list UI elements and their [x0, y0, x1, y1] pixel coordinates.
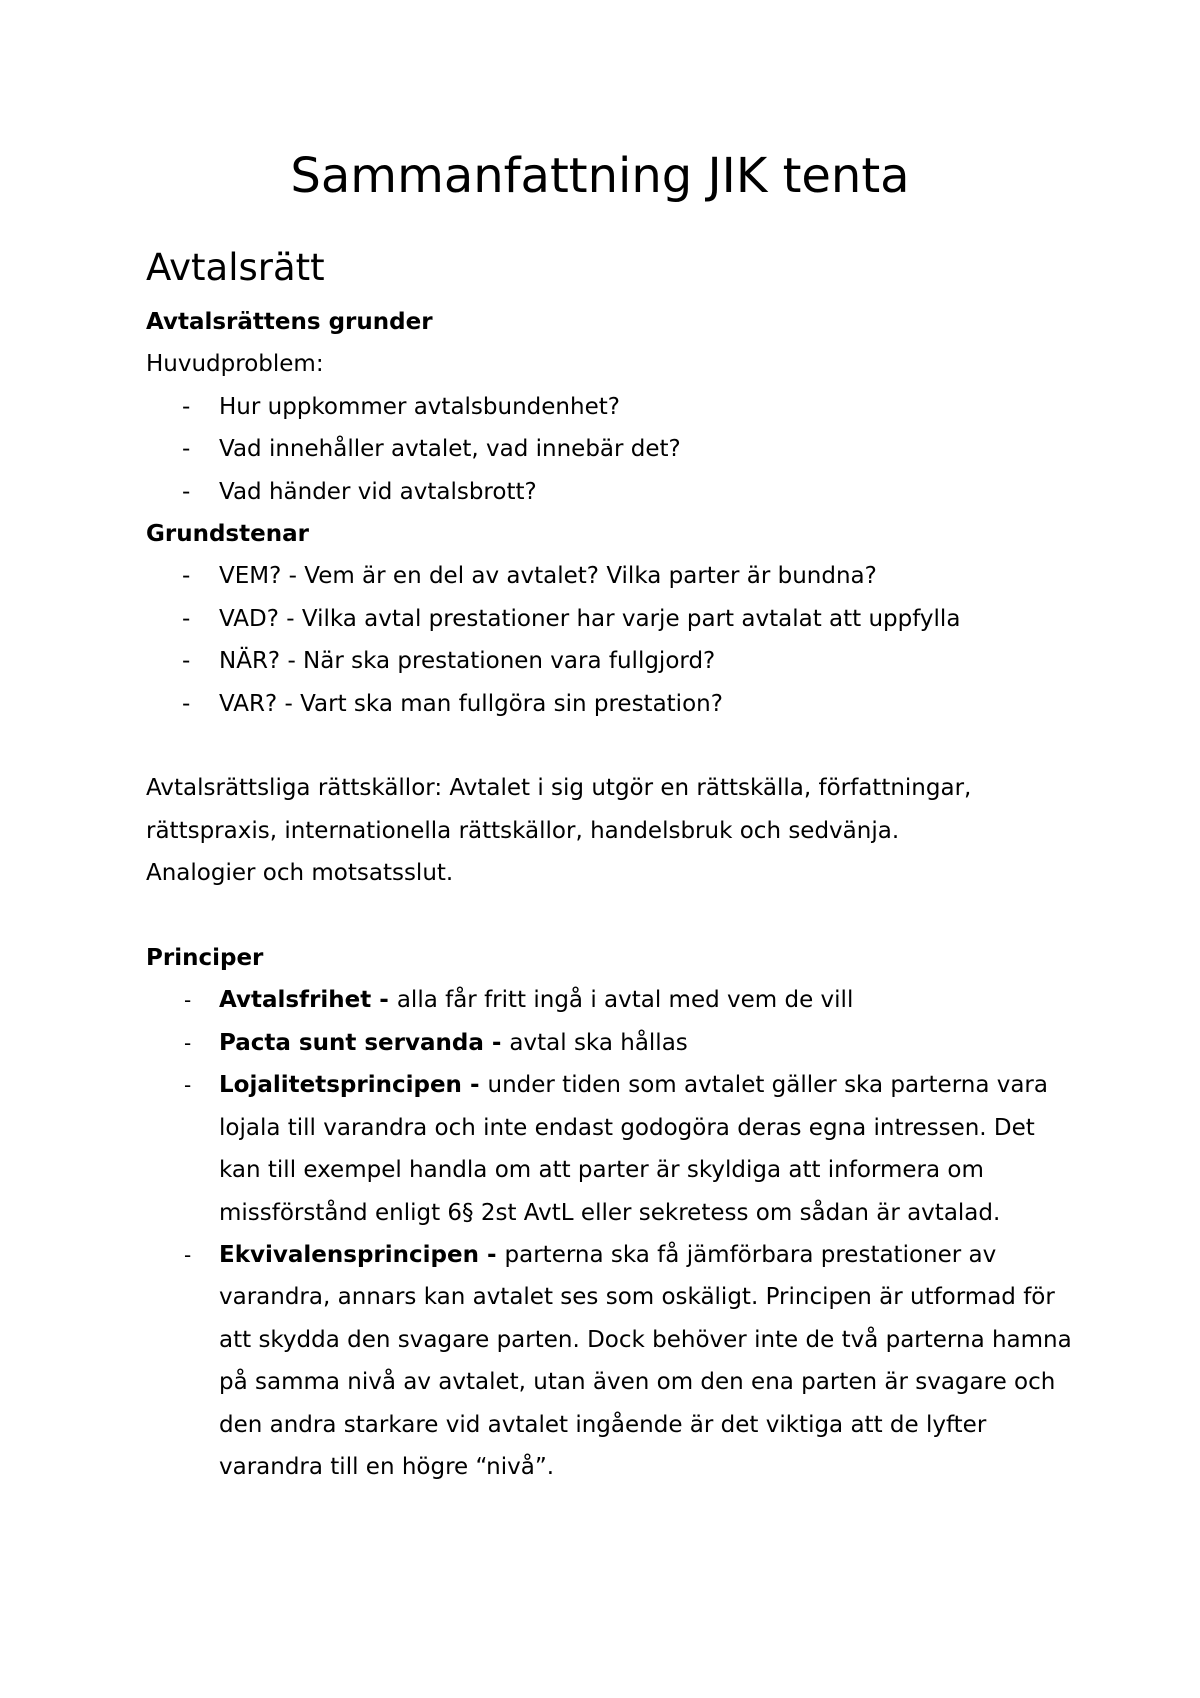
list-item: [146, 640, 1076, 682]
principle-term: Pacta sunt servanda: [219, 1029, 484, 1056]
principle-separator: -: [371, 987, 397, 1014]
list-item: [146, 471, 1076, 513]
dash-bullet: -: [184, 1242, 192, 1267]
principle-term: Ekvivalensprincipen: [219, 1241, 479, 1268]
principle-separator: -: [461, 1072, 488, 1099]
list-item-text: NÄR? - När ska prestationen vara fullgjord?: [219, 648, 716, 675]
list-item: [146, 683, 1076, 725]
list-item-text: VAR? - Vart ska man fullgöra sin prestation?: [219, 690, 723, 717]
list-item: [146, 979, 1076, 1021]
subheading-grundstenar: Grundstenar: [146, 521, 309, 548]
huvudproblem-label: Huvudproblem:: [146, 351, 324, 378]
section-heading-avtalsratt: Avtalsrätt: [146, 246, 325, 289]
blank-line: [146, 725, 1076, 767]
subheading-avtalsrattens-grunder: Avtalsrättens grunder: [146, 309, 433, 335]
principer-list: [146, 979, 1076, 1488]
blank-line: [146, 895, 1076, 937]
list-item: [146, 386, 1076, 428]
huvudproblem-list: [146, 386, 1076, 513]
document-body: [146, 301, 1076, 1488]
rattskallor-paragraph: Avtalsrättsliga rättskällor: Avtalet i sig utgör en rättskälla, författningar, rättspraxis, internationella rättskällor, handelsbruk och sedvänja.: [146, 775, 972, 844]
principle-term: Avtalsfrihet: [219, 987, 372, 1014]
list-item: [146, 428, 1076, 470]
dash-bullet: -: [182, 690, 191, 717]
principle-text: avtal ska hållas: [509, 1029, 688, 1056]
document-title: Sammanfattning JIK tenta: [290, 148, 910, 204]
principle-separator: -: [478, 1241, 505, 1268]
dash-bullet: -: [182, 648, 191, 675]
list-item-text: VEM? - Vem är en del av avtalet? Vilka parter är bundna?: [219, 563, 877, 590]
list-item: [146, 555, 1076, 597]
principle-term: Lojalitetsprincipen: [219, 1072, 462, 1099]
list-item-text: Vad innehåller avtalet, vad innebär det?: [219, 436, 681, 463]
principle-text: under tiden som avtalet gäller ska parterna vara lojala till varandra och inte endast godogöra deras egna intressen. Det kan till exempel handla om att parter är skyldiga att informera om missförstånd enligt 6§ 2st AvtL eller sekretess om sådan är avtalad.: [219, 1072, 1048, 1226]
list-item: [146, 1064, 1076, 1234]
list-item: [146, 1022, 1076, 1064]
principle-separator: -: [483, 1029, 510, 1056]
list-item: [146, 1234, 1076, 1488]
dash-bullet: -: [182, 605, 191, 632]
dash-bullet: -: [182, 393, 191, 420]
analogier-line: Analogier och motsatsslut.: [146, 860, 454, 887]
principle-text: parterna ska få jämförbara prestationer av varandra, annars kan avtalet ses som oskäligt. Principen är utformad för att skydda den svagare parten. Dock behöver inte de två parterna hamna på samma nivå av avtalet, utan även om den ena parten är svagare och den andra starkare vid avtalet ingående är det viktiga att de lyfter varandra till en högre “nivå”.: [219, 1241, 1072, 1480]
dash-bullet: -: [182, 478, 191, 505]
list-item-text: Hur uppkommer avtalsbundenhet?: [219, 393, 620, 420]
dash-bullet: -: [184, 1030, 192, 1055]
dash-bullet: -: [182, 563, 191, 590]
subheading-principer: Principer: [146, 945, 264, 972]
dash-bullet: -: [184, 988, 192, 1013]
principle-text: alla får fritt ingå i avtal med vem de vill: [396, 987, 854, 1014]
dash-bullet: -: [182, 436, 191, 463]
grundstenar-list: [146, 555, 1076, 725]
list-item-text: Vad händer vid avtalsbrott?: [219, 478, 537, 505]
dash-bullet: -: [184, 1073, 192, 1098]
list-item: [146, 598, 1076, 640]
list-item-text: VAD? - Vilka avtal prestationer har varje part avtalat att uppfylla: [219, 605, 961, 632]
